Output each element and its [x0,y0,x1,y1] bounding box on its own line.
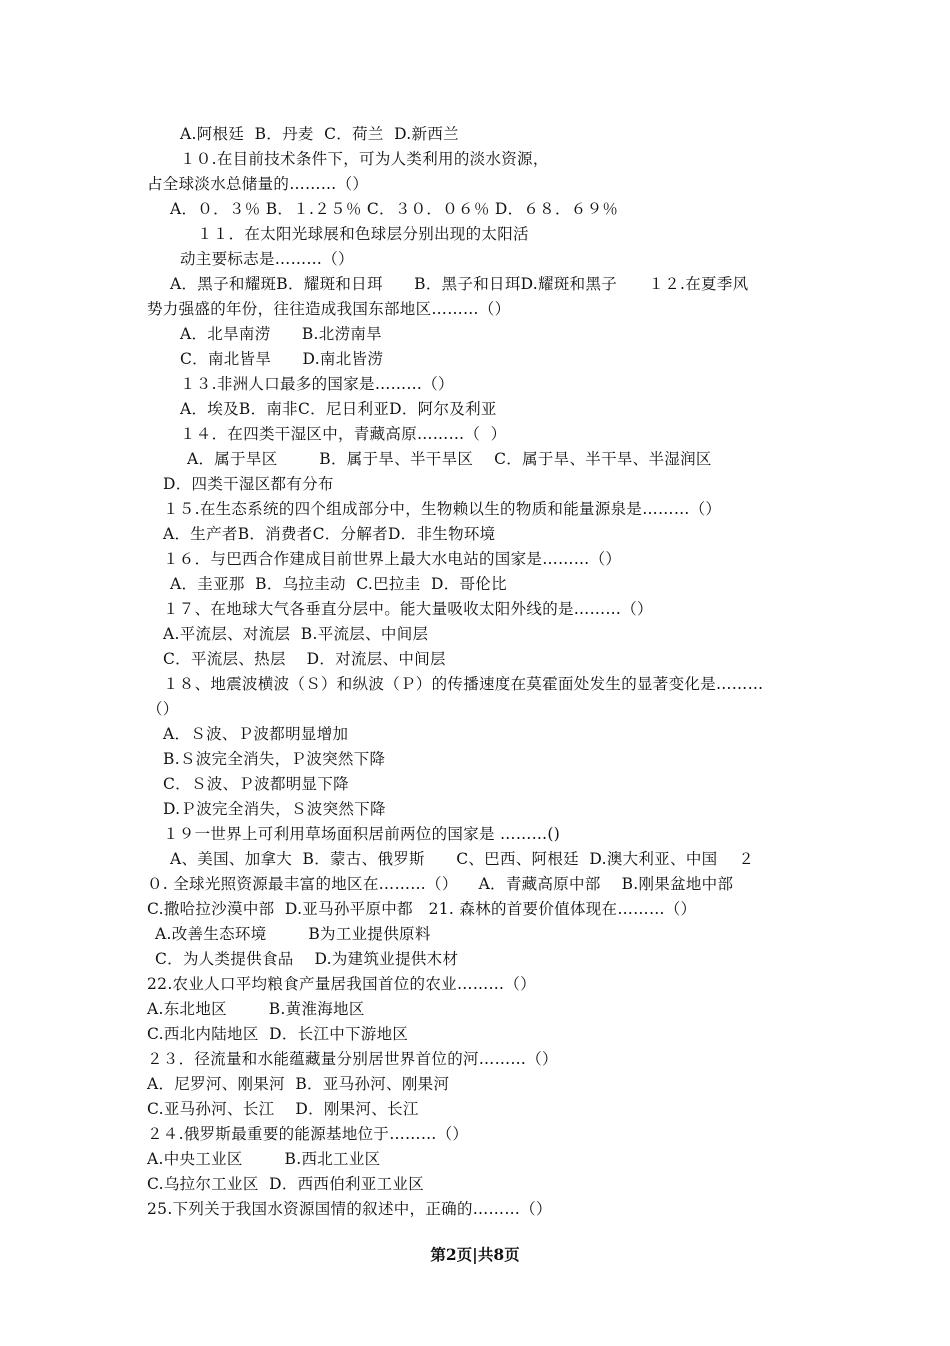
text-line: C.撒哈拉沙漠中部 D.亚马孙平原中都 21. 森林的首要价值体现在………（） [147,900,697,918]
text-line: ２３．径流量和水能蕴藏量分别居世界首位的河………（） [147,1050,558,1068]
text-line: A．属于旱区 B．属于旱、半干旱区 C．属于旱、半干旱、半湿润区 [187,450,712,468]
text-line: １８、地震波横波（Ｓ）和纵波（Ｐ）的传播速度在莫霍面处发生的显著变化是……… [163,675,764,693]
text-line: A．圭亚那 B．乌拉圭动 C.巴拉圭 D．哥伦比 [170,575,507,593]
text-line: ２４.俄罗斯最重要的能源基地位于………（） [147,1125,469,1143]
text-line: １４．在四类干湿区中，青藏高原………（ ） [180,425,507,443]
text-line: 动主要标志是………（） [180,250,354,268]
text-line: 占全球淡水总储量的………（） [147,175,369,193]
text-line: A.东北地区 B.黄淮海地区 [147,1000,365,1018]
text-line: １９一世界上可利用草场面积居前两位的国家是 ………() [163,825,561,843]
text-line: C．为人类提供食品 D.为建筑业提供木材 [155,950,459,968]
text-line: C．平流层、热层 D．对流层、中间层 [163,650,446,668]
text-line: １５.在生态系统的四个组成部分中，生物赖以生的物质和能量源泉是………（） [163,500,722,518]
page-footer: 第2页|共8页 [430,1245,520,1264]
text-line: A．Ｓ波、Ｐ波都明显增加 [163,725,349,743]
text-line: １０.在目前技术条件下，可为人类利用的淡水资源， [180,150,549,168]
text-line: C．Ｓ波、Ｐ波都明显下降 [163,775,349,793]
text-line: A．埃及B．南非C．尼日利亚D．阿尔及利亚 [180,400,497,418]
text-line: １６．与巴西合作建成目前世界上最大水电站的国家是………（） [163,550,622,568]
text-line: B.Ｓ波完全消失，Ｐ波突然下降 [163,750,386,768]
text-line: 25.下列关于我国水资源国情的叙述中，正确的………（） [147,1200,552,1218]
text-line: A．尼罗河、刚果河 B．亚马孙河、刚果河 [147,1075,450,1093]
text-line: １３.非洲人口最多的国家是………（） [180,375,454,393]
text-line: 22.农业人口平均粮食产量居我国首位的农业………（） [147,975,536,993]
text-line: A．北旱南涝 B.北涝南旱 [180,325,382,343]
text-line: A.中央工业区 B.西北工业区 [147,1150,381,1168]
text-line: C.亚马孙河、长江 D．刚果河、长江 [147,1100,419,1118]
text-line: A．黑子和耀斑B．耀斑和日珥 B．黑子和日珥D.耀斑和黑子 １２.在夏季风 [170,275,749,293]
text-line: A．０．３％ B．１.２５％ C．３０．０６％ D．６８．６９％ [170,200,619,218]
text-line: １７、在地球大气各垂直分层中。能大量吸收太阳外线的是………（） [163,600,653,618]
text-line: １１．在太阳光球展和色球层分别出现的太阳活 [197,225,529,243]
text-line: D．四类干湿区都有分布 [163,475,334,493]
text-line: C.乌拉尔工业区 D．西西伯利亚工业区 [147,1175,425,1193]
text-line: ０. 全球光照资源最丰富的地区在………（） A．青藏高原中部 B.刚果盆地中部 [147,875,734,893]
text-line: （） [147,700,179,718]
text-line: 势力强盛的年份，往往造成我国东部地区………（） [147,300,511,318]
text-line: C.西北内陆地区 D．长江中下游地区 [147,1025,409,1043]
text-line: A.改善生态环境 B为工业提供原料 [155,925,431,943]
text-line: C．南北皆旱 D.南北皆涝 [180,350,384,368]
text-line: D.Ｐ波完全消失，Ｓ波突然下降 [163,800,386,818]
text-line: A、美国、加拿大 B．蒙古、俄罗斯 C、巴西、阿根廷 D.澳大利亚、中国 ２ [170,850,755,868]
text-line: A.阿根廷 B．丹麦 C．荷兰 D.新西兰 [180,125,459,143]
text-line: A．生产者B．消费者C．分解者D．非生物环境 [163,525,496,543]
text-line: A.平流层、对流层 B.平流层、中间层 [163,625,429,643]
